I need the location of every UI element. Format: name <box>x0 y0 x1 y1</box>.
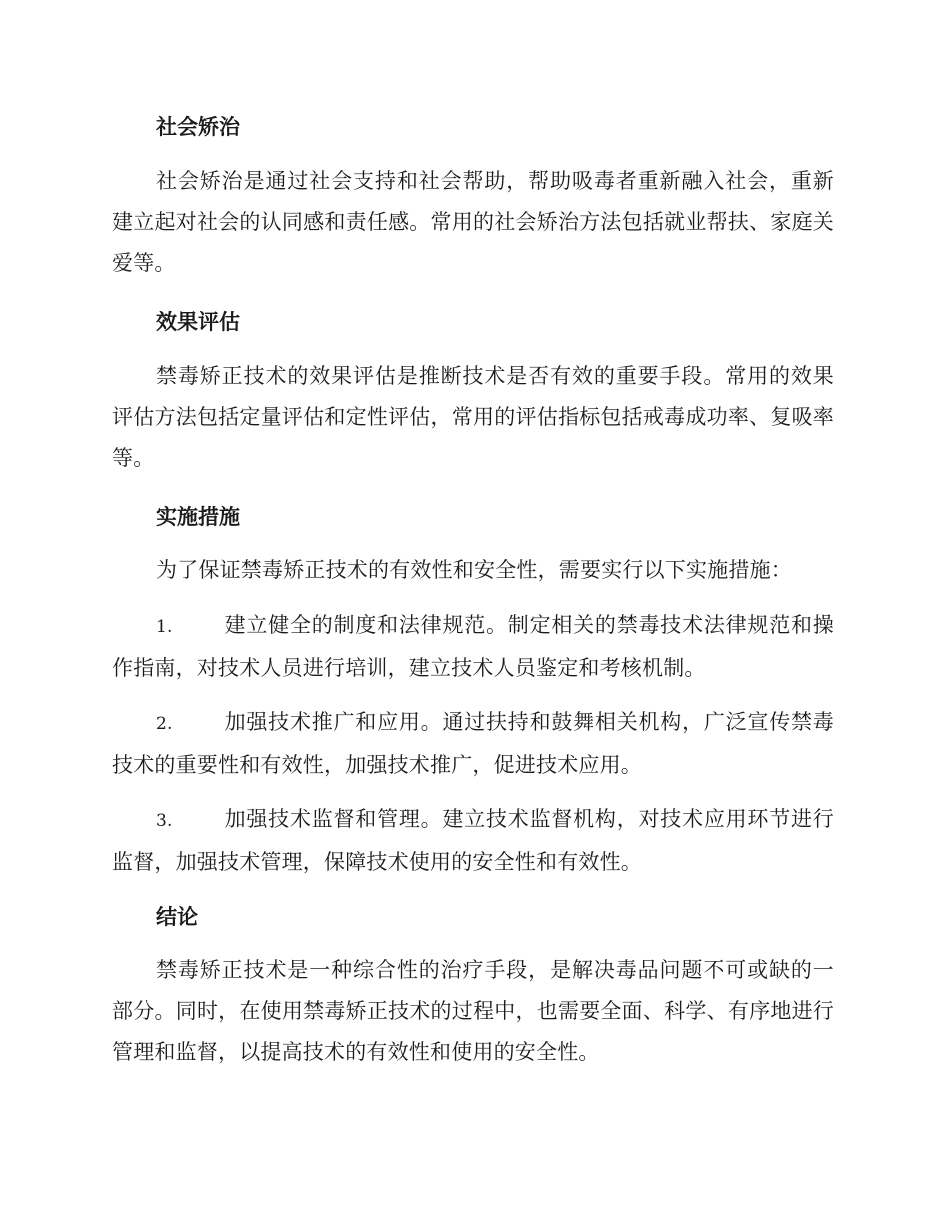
section-paragraph-effect-evaluation: 禁毒矫正技术的效果评估是推断技术是否有效的重要手段。常用的效果评估方法包括定量评估和定性评估，常用的评估指标包括戒毒成功率、复吸率等。 <box>112 364 834 470</box>
measure-item-2 <box>112 702 834 786</box>
section-paragraph-conclusion: 禁毒矫正技术是一种综合性的治疗手段，是解决毒品问题不可或缺的一部分。同时，在使用禁毒矫正技术的过程中，也需要全面、科学、有序地进行管理和监督，以提高技术的有效性和使用的安全性。 <box>112 958 834 1064</box>
section-paragraph-social-correction: 社会矫治是通过社会支持和社会帮助，帮助吸毒者重新融入社会，重新建立起对社会的认同感和责任感。常用的社会矫治方法包括就业帮扶、家庭关爱等。 <box>112 169 834 275</box>
measure-item-3 <box>112 799 834 883</box>
section-heading-implementation: 实施措施 <box>156 505 240 529</box>
measure-number: 1. <box>156 617 173 637</box>
section-heading-social-correction: 社会矫治 <box>156 115 240 139</box>
measure-text: 加强技术推广和应用。通过扶持和鼓舞相关机构，广泛宣传禁毒技术的重要性和有效性，加强技术推广，促进技术应用。 <box>112 710 834 777</box>
section-heading-effect-evaluation: 效果评估 <box>156 310 240 334</box>
section-heading-conclusion: 结论 <box>156 905 198 929</box>
measure-number: 2. <box>156 714 173 734</box>
measure-number: 3. <box>156 811 173 831</box>
measure-text: 建立健全的制度和法律规范。制定相关的禁毒技术法律规范和操作指南，对技术人员进行培训，建立技术人员鉴定和考核机制。 <box>112 613 834 680</box>
measure-text: 加强技术监督和管理。建立技术监督机构，对技术应用环节进行监督，加强技术管理，保障技术使用的安全性和有效性。 <box>112 807 834 874</box>
section-paragraph-implementation: 为了保证禁毒矫正技术的有效性和安全性，需要实行以下实施措施： <box>156 558 792 582</box>
measure-item-1 <box>112 605 834 689</box>
